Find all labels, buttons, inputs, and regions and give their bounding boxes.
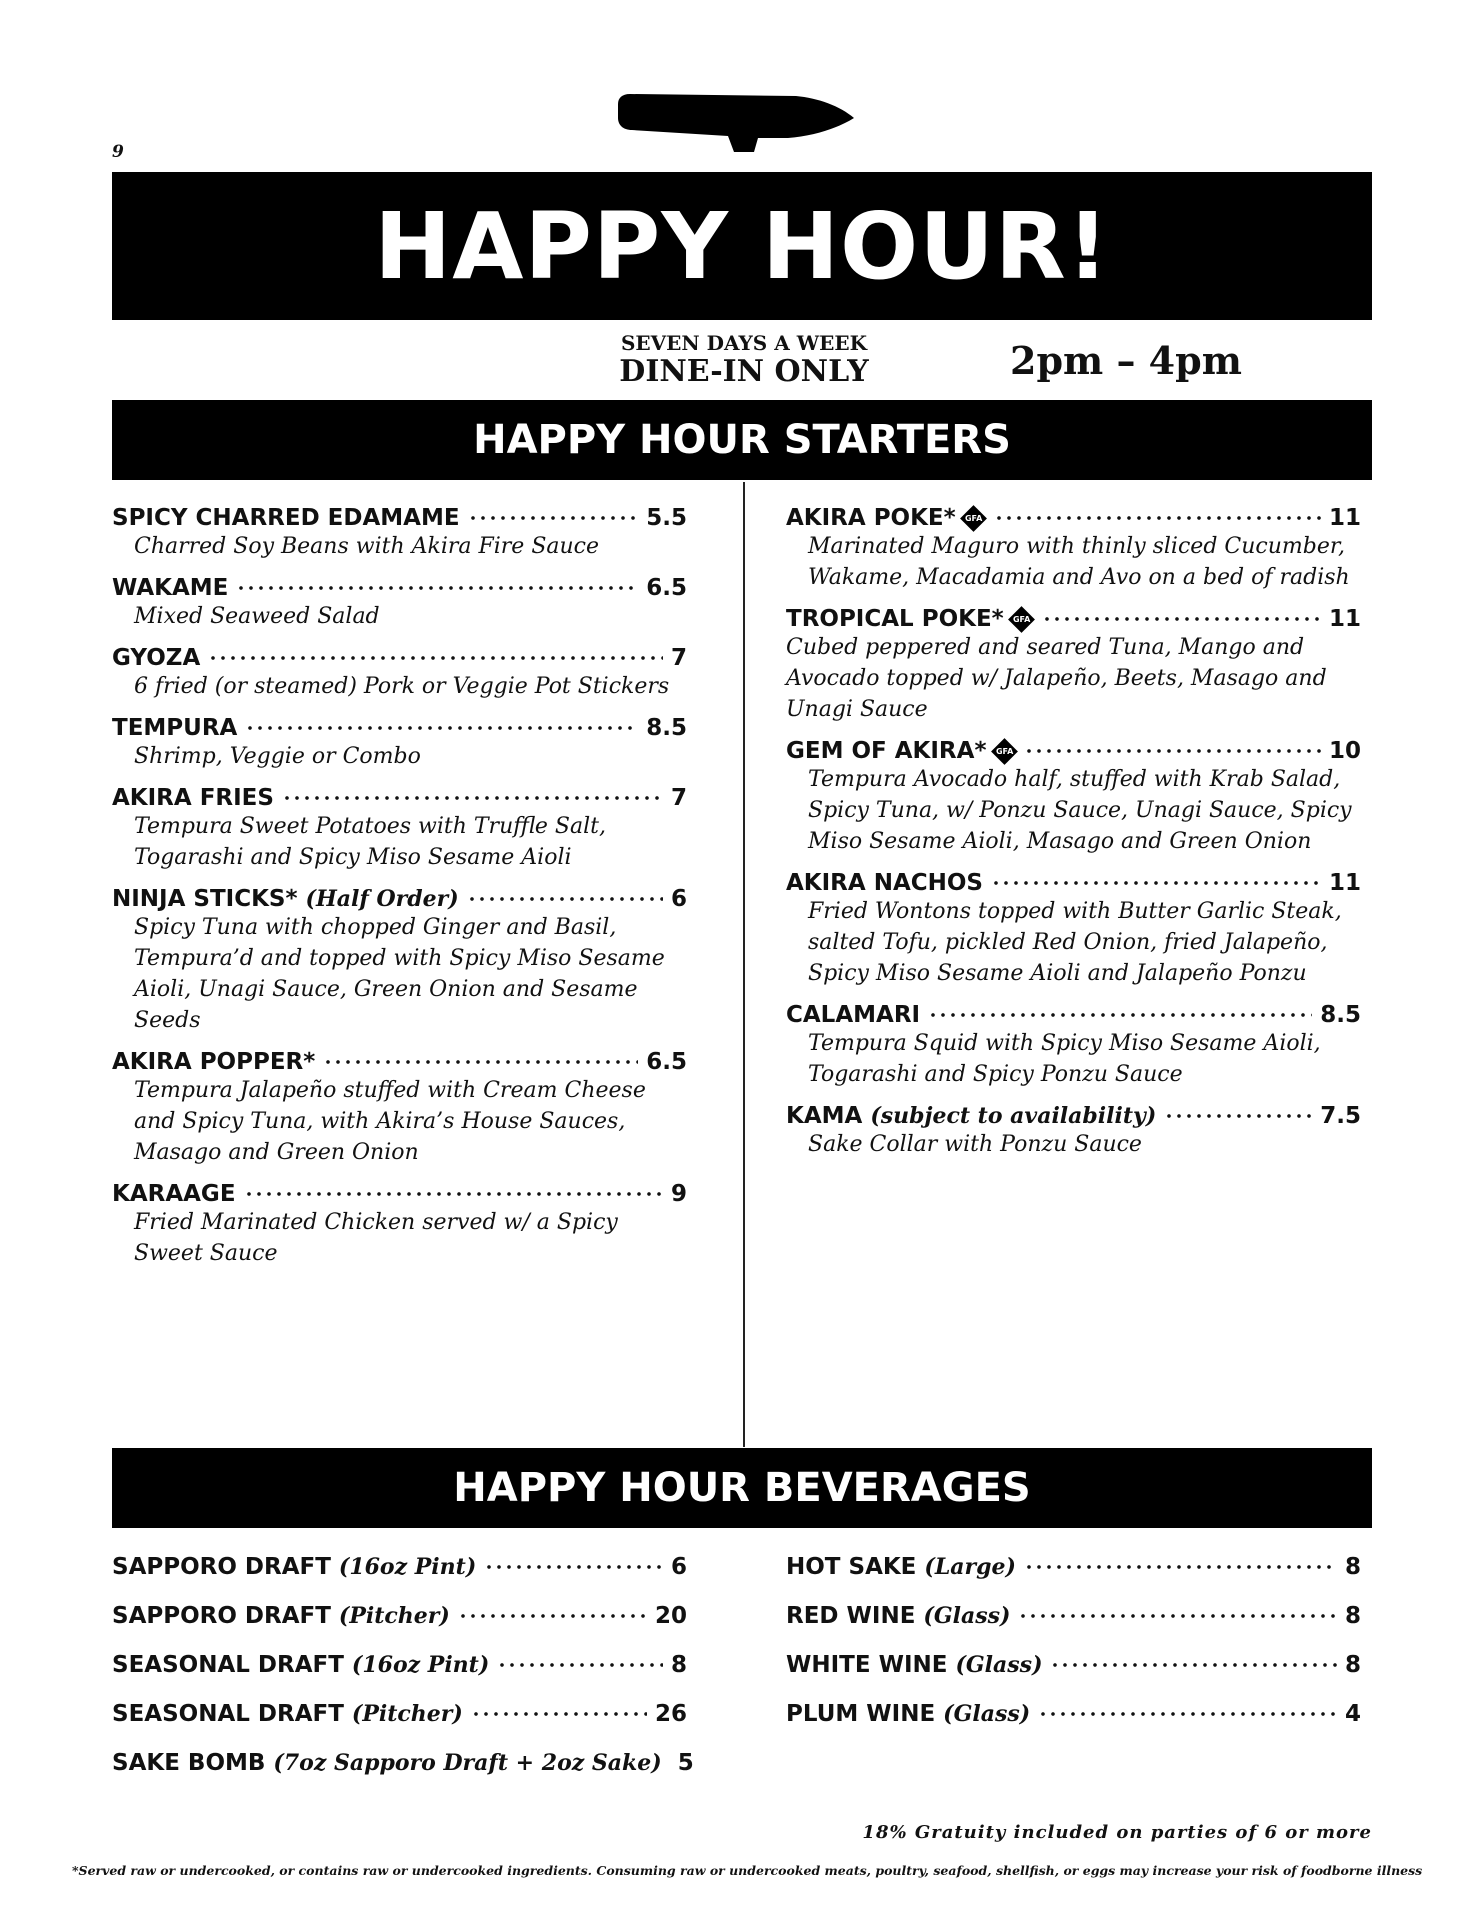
menu-item-description: Marinated Maguro with thinly sliced Cucumber, Wakame, Macadamia and Avo on a bed of radish	[808, 534, 1350, 590]
gfa-badge-label: GFA	[1013, 614, 1031, 624]
menu-item	[112, 1750, 694, 1776]
menu-item-row	[112, 1652, 687, 1678]
menu-item-name: RED WINE	[786, 1603, 916, 1629]
page-number: 9	[112, 142, 124, 162]
schedule-restriction: DINE-IN ONLY	[619, 354, 869, 389]
knife-icon	[618, 92, 858, 154]
menu-item-name: CALAMARI	[786, 1002, 921, 1028]
menu-item-name: GEM OF AKIRA*	[786, 738, 987, 764]
menu-item-note: (Large)	[924, 1554, 1016, 1580]
menu-item-row	[112, 1181, 687, 1207]
dot-leader	[282, 793, 663, 803]
menu-item-name: SEASONAL DRAFT	[112, 1652, 344, 1678]
dot-leader	[458, 1611, 647, 1621]
menu-item-price: 7	[670, 645, 687, 671]
menu-item-name: SAKE BOMB	[112, 1750, 266, 1776]
menu-item-row	[112, 886, 687, 912]
menu-item-description: Mixed Seaweed Salad	[134, 604, 380, 629]
menu-item-price: 6	[670, 886, 687, 912]
menu-item	[786, 1603, 1361, 1629]
dot-leader	[1024, 1562, 1337, 1572]
menu-item-note: (7oz Sapporo Draft + 2oz Sake)	[273, 1750, 662, 1776]
menu-item-name: HOT SAKE	[786, 1554, 917, 1580]
dot-leader	[236, 583, 638, 593]
menu-item-price: 8	[670, 1652, 687, 1678]
menu-item-note: (16oz Pint)	[338, 1554, 477, 1580]
menu-item-name: KARAAGE	[112, 1181, 236, 1207]
menu-item-price: 5	[677, 1750, 694, 1776]
gratuity-note: 18% Gratuity included on parties of 6 or more	[862, 1822, 1372, 1843]
raw-food-disclaimer: *Served raw or undercooked, or contains raw or undercooked ingredients. Consuming raw or undercooked meats, poultry, seafood, shellfish, or eggs may increase your risk of foodborne illness	[72, 1863, 1423, 1878]
menu-item-price: 9	[670, 1181, 687, 1207]
dot-leader	[1042, 614, 1321, 624]
menu-item-note: (Glass)	[955, 1652, 1043, 1678]
menu-item	[112, 1049, 687, 1168]
menu-item-description: Cubed peppered and seared Tuna, Mango and Avocado topped w/ Jalapeño, Beets, Masago and Unagi Sauce	[786, 635, 1327, 722]
menu-item	[786, 606, 1361, 725]
menu-item-name: GYOZA	[112, 645, 201, 671]
starters-left-column	[112, 505, 687, 1282]
menu-item-name: AKIRA POKE*	[786, 505, 956, 531]
menu-item-name: KAMA	[786, 1103, 863, 1129]
menu-item-row	[786, 1701, 1361, 1727]
menu-item	[786, 1554, 1361, 1580]
happy-hour-times: 2pm – 4pm	[1010, 338, 1242, 383]
menu-item-price: 6.5	[646, 575, 687, 601]
menu-item-description: Tempura Jalapeño stuffed with Cream Cheese and Spicy Tuna, with Akira’s House Sauces, Masago and Green Onion	[134, 1078, 646, 1165]
dot-leader	[245, 723, 638, 733]
starters-right-column	[786, 505, 1361, 1173]
dot-leader	[497, 1660, 663, 1670]
menu-item-price: 6.5	[646, 1049, 687, 1075]
menu-item-row	[112, 1750, 694, 1776]
menu-item-note: (Half Order)	[305, 886, 459, 912]
menu-item	[786, 1701, 1361, 1727]
menu-item-name: TROPICAL POKE*	[786, 606, 1004, 632]
beverages-heading: HAPPY HOUR BEVERAGES	[112, 1448, 1372, 1528]
menu-item-row	[112, 1049, 687, 1075]
menu-item	[786, 505, 1361, 593]
dot-leader	[484, 1562, 663, 1572]
menu-item-name: AKIRA NACHOS	[786, 870, 983, 896]
menu-item	[786, 1103, 1361, 1160]
menu-item-row	[112, 1603, 687, 1629]
menu-item-note: (Pitcher)	[338, 1603, 450, 1629]
menu-item-row	[786, 606, 1361, 632]
gfa-badge-label: GFA	[965, 513, 983, 523]
menu-item-description: Sake Collar with Ponzu Sauce	[808, 1132, 1142, 1157]
menu-item	[112, 575, 687, 632]
menu-item-row	[112, 1701, 687, 1727]
gfa-badge-icon	[992, 739, 1016, 763]
menu-item-row	[112, 715, 687, 741]
menu-item-name: NINJA STICKS*	[112, 886, 298, 912]
menu-item-row	[112, 645, 687, 671]
menu-item-price: 11	[1328, 505, 1361, 531]
menu-item	[112, 886, 687, 1036]
menu-item-description: Tempura Avocado half, stuffed with Krab Salad, Spicy Tuna, w/ Ponzu Sauce, Unagi Sauce, Spicy Miso Sesame Aioli, Masago and Green Onion	[808, 767, 1352, 854]
menu-item-name: AKIRA POPPER*	[112, 1049, 316, 1075]
dot-leader	[323, 1057, 638, 1067]
dot-leader	[1018, 1611, 1337, 1621]
menu-item	[112, 1701, 687, 1727]
menu-item-name: PLUM WINE	[786, 1701, 936, 1727]
menu-item-row	[786, 1554, 1361, 1580]
menu-item-name: WAKAME	[112, 575, 229, 601]
menu-item-description: Fried Marinated Chicken served w/ a Spicy Sweet Sauce	[134, 1210, 618, 1266]
menu-item	[112, 1181, 687, 1269]
menu-item-note: (Pitcher)	[351, 1701, 463, 1727]
menu-item-row	[112, 1554, 687, 1580]
menu-item-row	[112, 575, 687, 601]
gfa-badge-icon	[1010, 607, 1034, 631]
dot-leader	[467, 894, 663, 904]
menu-item-name: SPICY CHARRED EDAMAME	[112, 505, 460, 531]
menu-item-price: 7	[670, 785, 687, 811]
dot-leader	[1038, 1709, 1337, 1719]
dot-leader	[471, 1709, 647, 1719]
menu-item-row	[786, 1603, 1361, 1629]
menu-item-description: Tempura Squid with Spicy Miso Sesame Aioli, Togarashi and Spicy Ponzu Sauce	[808, 1031, 1321, 1087]
menu-item-price: 8	[1344, 1652, 1361, 1678]
dot-leader	[1050, 1660, 1337, 1670]
menu-item	[112, 1603, 687, 1629]
beverages-left-column	[112, 1554, 694, 1799]
dot-leader	[468, 513, 639, 523]
menu-item	[112, 785, 687, 873]
menu-item	[112, 505, 687, 562]
menu-item-note: (16oz Pint)	[351, 1652, 490, 1678]
menu-item-name: SAPPORO DRAFT	[112, 1603, 331, 1629]
menu-item	[786, 1002, 1361, 1090]
menu-item-price: 7.5	[1320, 1103, 1361, 1129]
menu-item-price: 26	[654, 1701, 687, 1727]
menu-item	[112, 1554, 687, 1580]
menu-item-row	[786, 1652, 1361, 1678]
menu-item-name: TEMPURA	[112, 715, 238, 741]
dot-leader	[991, 878, 1321, 888]
menu-item-price: 20	[654, 1603, 687, 1629]
menu-item	[786, 870, 1361, 989]
menu-item-description: Fried Wontons topped with Butter Garlic Steak, salted Tofu, pickled Red Onion, fried Jalapeño, Spicy Miso Sesame Aioli and Jalapeño Ponzu	[808, 899, 1342, 986]
menu-item-name: WHITE WINE	[786, 1652, 948, 1678]
menu-item-description: Charred Soy Beans with Akira Fire Sauce	[134, 534, 600, 559]
menu-item	[786, 1652, 1361, 1678]
column-divider	[743, 482, 745, 1447]
menu-item-description: Spicy Tuna with chopped Ginger and Basil, Tempura’d and topped with Spicy Miso Sesame Aioli, Unagi Sauce, Green Onion and Sesame Seeds	[134, 915, 665, 1033]
menu-item	[786, 738, 1361, 857]
dot-leader	[1024, 746, 1321, 756]
menu-item-note: (Glass)	[923, 1603, 1011, 1629]
menu-item-description: Tempura Sweet Potatoes with Truffle Salt, Togarashi and Spicy Miso Sesame Aioli	[134, 814, 606, 870]
schedule-days: SEVEN DAYS A WEEK	[620, 331, 868, 355]
menu-item-row	[786, 1002, 1361, 1028]
menu-item-price: 6	[670, 1554, 687, 1580]
menu-item	[112, 1652, 687, 1678]
dot-leader	[244, 1189, 663, 1199]
menu-item-row	[786, 870, 1361, 896]
menu-item-description: Shrimp, Veggie or Combo	[134, 744, 421, 769]
menu-item-note: (Glass)	[943, 1701, 1031, 1727]
menu-item-price: 11	[1328, 870, 1361, 896]
menu-item-price: 8	[1344, 1554, 1361, 1580]
menu-item-price: 8.5	[1320, 1002, 1361, 1028]
menu-item-name: SAPPORO DRAFT	[112, 1554, 331, 1580]
menu-item-row	[786, 1103, 1361, 1129]
dot-leader	[1164, 1111, 1312, 1121]
menu-item	[112, 645, 687, 702]
starters-heading: HAPPY HOUR STARTERS	[112, 400, 1372, 480]
menu-item-price: 4	[1344, 1701, 1361, 1727]
menu-item-name: SEASONAL DRAFT	[112, 1701, 344, 1727]
menu-item-price: 8.5	[646, 715, 687, 741]
menu-item-price: 8	[1344, 1603, 1361, 1629]
dot-leader	[994, 513, 1321, 523]
menu-item-row	[786, 505, 1361, 531]
gfa-badge-icon	[962, 506, 986, 530]
menu-item-price: 10	[1328, 738, 1361, 764]
dot-leader	[208, 653, 663, 663]
menu-item-description: 6 fried (or steamed) Pork or Veggie Pot Stickers	[134, 674, 670, 699]
menu-item-row	[786, 738, 1361, 764]
menu-item-row	[112, 505, 687, 531]
menu-item-note: (subject to availability)	[870, 1103, 1157, 1129]
menu-item-price: 5.5	[646, 505, 687, 531]
beverages-right-column	[786, 1554, 1361, 1750]
page-title: HAPPY HOUR!	[112, 172, 1372, 320]
menu-item-name: AKIRA FRIES	[112, 785, 274, 811]
schedule-block	[612, 332, 876, 390]
menu-item-price: 11	[1328, 606, 1361, 632]
menu-item	[112, 715, 687, 772]
dot-leader	[928, 1010, 1312, 1020]
menu-item-row	[112, 785, 687, 811]
gfa-badge-label: GFA	[995, 746, 1014, 756]
